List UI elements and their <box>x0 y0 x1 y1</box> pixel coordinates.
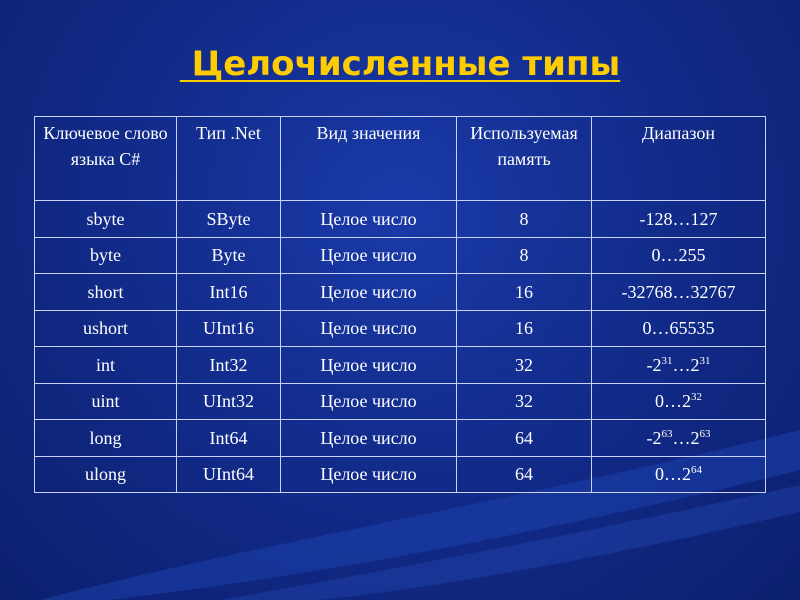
cell-range: $-2^{63}\dots 2^{63}$ <box>592 420 766 457</box>
cell-range: 0…255 <box>592 237 766 274</box>
cell-net-type: Int32 <box>177 347 281 384</box>
table-row <box>35 456 766 493</box>
table-row <box>35 383 766 420</box>
cell-memory: 64 <box>457 456 592 493</box>
table-row <box>35 420 766 457</box>
slide-title: Целочисленные типы <box>179 44 621 84</box>
cell-memory: 32 <box>457 347 592 384</box>
cell-kind: Целое число <box>281 274 457 311</box>
cell-keyword: uint <box>35 383 177 420</box>
cell-keyword: byte <box>35 237 177 274</box>
cell-memory: 64 <box>457 420 592 457</box>
cell-kind: Целое число <box>281 310 457 347</box>
table-row <box>35 237 766 274</box>
cell-memory: 8 <box>457 201 592 238</box>
cell-kind: Целое число <box>281 237 457 274</box>
cell-net-type: Byte <box>177 237 281 274</box>
cell-net-type: UInt32 <box>177 383 281 420</box>
header-kind: Вид значения <box>281 117 457 201</box>
cell-net-type: UInt16 <box>177 310 281 347</box>
table-row <box>35 274 766 311</box>
cell-range: $-2^{31}\dots 2^{31}$ <box>592 347 766 384</box>
cell-kind: Целое число <box>281 456 457 493</box>
cell-range: -128…127 <box>592 201 766 238</box>
table-row <box>35 310 766 347</box>
cell-keyword: short <box>35 274 177 311</box>
header-net-type: Тип .Net <box>177 117 281 201</box>
table-header-row <box>35 117 766 201</box>
cell-memory: 16 <box>457 310 592 347</box>
cell-keyword: int <box>35 347 177 384</box>
cell-net-type: SByte <box>177 201 281 238</box>
cell-memory: 8 <box>457 237 592 274</box>
cell-net-type: UInt64 <box>177 456 281 493</box>
cell-kind: Целое число <box>281 420 457 457</box>
cell-range: $0\dots 2^{32}$ <box>592 383 766 420</box>
cell-memory: 32 <box>457 383 592 420</box>
cell-keyword: sbyte <box>35 201 177 238</box>
table-row <box>35 347 766 384</box>
cell-net-type: Int16 <box>177 274 281 311</box>
header-keyword: Ключевое слово языка C# <box>35 117 177 201</box>
integer-types-table <box>34 116 766 493</box>
cell-kind: Целое число <box>281 347 457 384</box>
cell-range: $0\dots 2^{64}$ <box>592 456 766 493</box>
cell-range: 0…65535 <box>592 310 766 347</box>
cell-kind: Целое число <box>281 383 457 420</box>
header-range: Диапазон <box>592 117 766 201</box>
cell-memory: 16 <box>457 274 592 311</box>
cell-kind: Целое число <box>281 201 457 238</box>
header-memory: Используемая память <box>457 117 592 201</box>
cell-keyword: long <box>35 420 177 457</box>
cell-keyword: ushort <box>35 310 177 347</box>
cell-net-type: Int64 <box>177 420 281 457</box>
cell-keyword: ulong <box>35 456 177 493</box>
table-row <box>35 201 766 238</box>
cell-range: -32768…32767 <box>592 274 766 311</box>
